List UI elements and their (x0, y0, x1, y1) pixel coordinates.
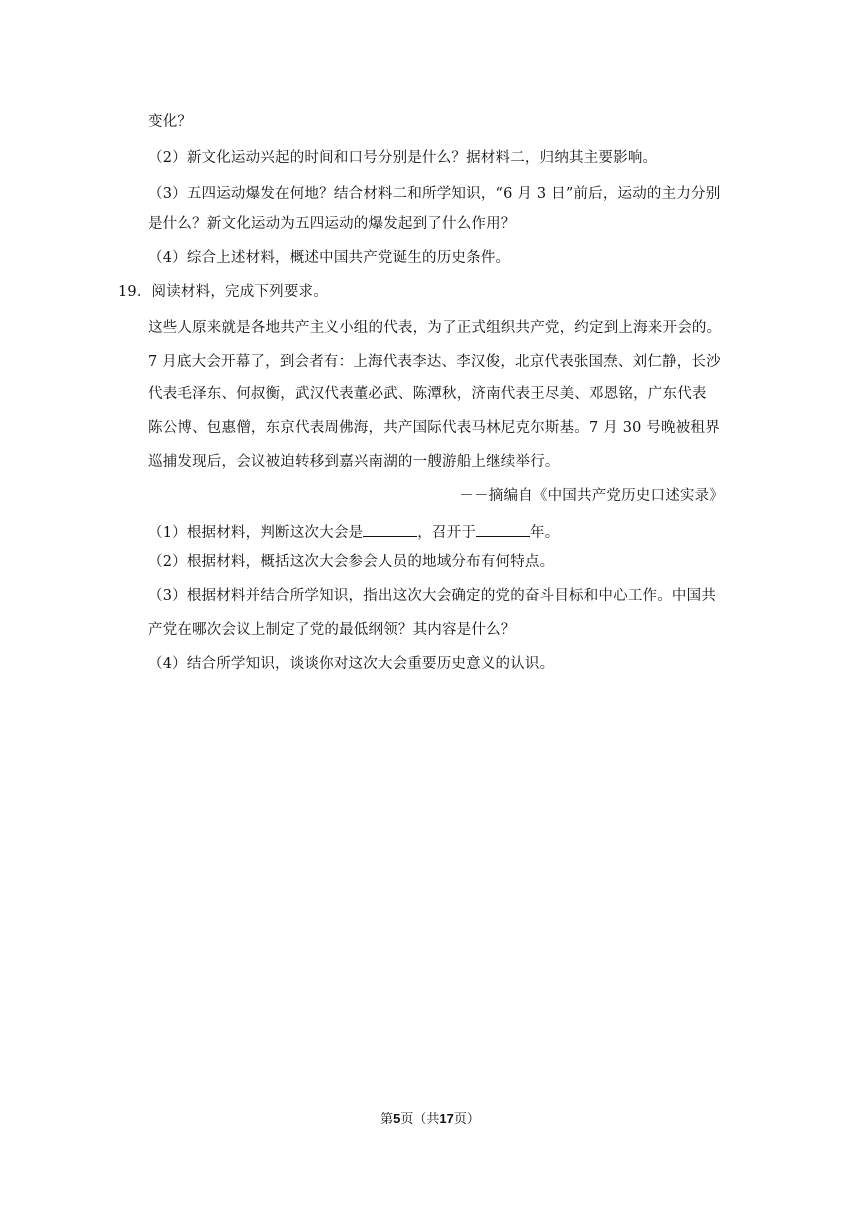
question-18-line-continued: 变化？ (148, 114, 193, 130)
footer-suffix: 页） (453, 1112, 480, 1127)
material-source: －－摘编自《中国共产党历史口述实录》 (459, 488, 724, 504)
material-line: 巡捕发现后，会议被迫转移到嘉兴南湖的一艘游船上继续举行。 (148, 454, 560, 470)
question-18-subquestion-2: （2）新文化运动兴起的时间和口号分别是什么？据材料二，归纳其主要影响。 (148, 150, 658, 166)
footer-page-number: 5 (393, 1111, 401, 1126)
page-footer (0, 1110, 860, 1129)
footer-total-pages: 17 (439, 1111, 454, 1126)
question-19-subquestion-2: （2）根据材料，概括这次大会参会人员的地域分布有何特点。 (148, 554, 555, 570)
subquestion-1-text-c: 年。 (530, 525, 560, 541)
material-line: 7 月底大会开幕了，到会者有：上海代表李达、李汉俊，北京代表张国焘、刘仁静，长沙 (148, 354, 721, 370)
footer-prefix: 第 (380, 1112, 394, 1127)
material-line: 陈公博、包惠僧，东京代表周佛海，共产国际代表马林尼克尔斯基。7 月 30 号晚被租界 (148, 420, 720, 436)
question-18-subquestion-3: （3）五四运动爆发在何地？结合材料二和所学知识，“6 月 3 日”前后，运动的主力分别 (148, 186, 721, 202)
question-18-subquestion-4: （4）综合上述材料，概述中国共产党诞生的历史条件。 (148, 250, 511, 266)
answer-blank-1[interactable] (363, 520, 417, 537)
material-line: 代表毛泽东、何叔衡，武汉代表董必武、陈潭秋，济南代表王尽美、邓恩铭，广东代表 (148, 386, 707, 402)
question-19-subquestion-3: （3）根据材料并结合所学知识，指出这次大会确定的党的奋斗目标和中心工作。中国共 (148, 588, 717, 604)
footer-mid: 页（共 (400, 1112, 440, 1127)
subquestion-1-text-a: （1）根据材料，判断这次大会是 (148, 525, 364, 541)
subquestion-1-text-b: ，召开于 (417, 525, 477, 541)
question-18-subquestion-3-continued: 是什么？新文化运动为五四运动的爆发起到了什么作用？ (148, 216, 516, 232)
question-19-subquestion-4: （4）结合所学知识，谈谈你对这次大会重要历史意义的认识。 (148, 656, 555, 672)
question-19-subquestion-1 (148, 520, 559, 543)
material-line: 这些人原来就是各地共产主义小组的代表，为了正式组织共产党，约定到上海来开会的。 (148, 320, 722, 336)
question-19-subquestion-3-continued: 产党在哪次会议上制定了党的最低纲领？其内容是什么？ (148, 622, 516, 638)
question-19-heading: 19．阅读材料，完成下列要求。 (118, 284, 328, 300)
answer-blank-2[interactable] (476, 520, 530, 537)
